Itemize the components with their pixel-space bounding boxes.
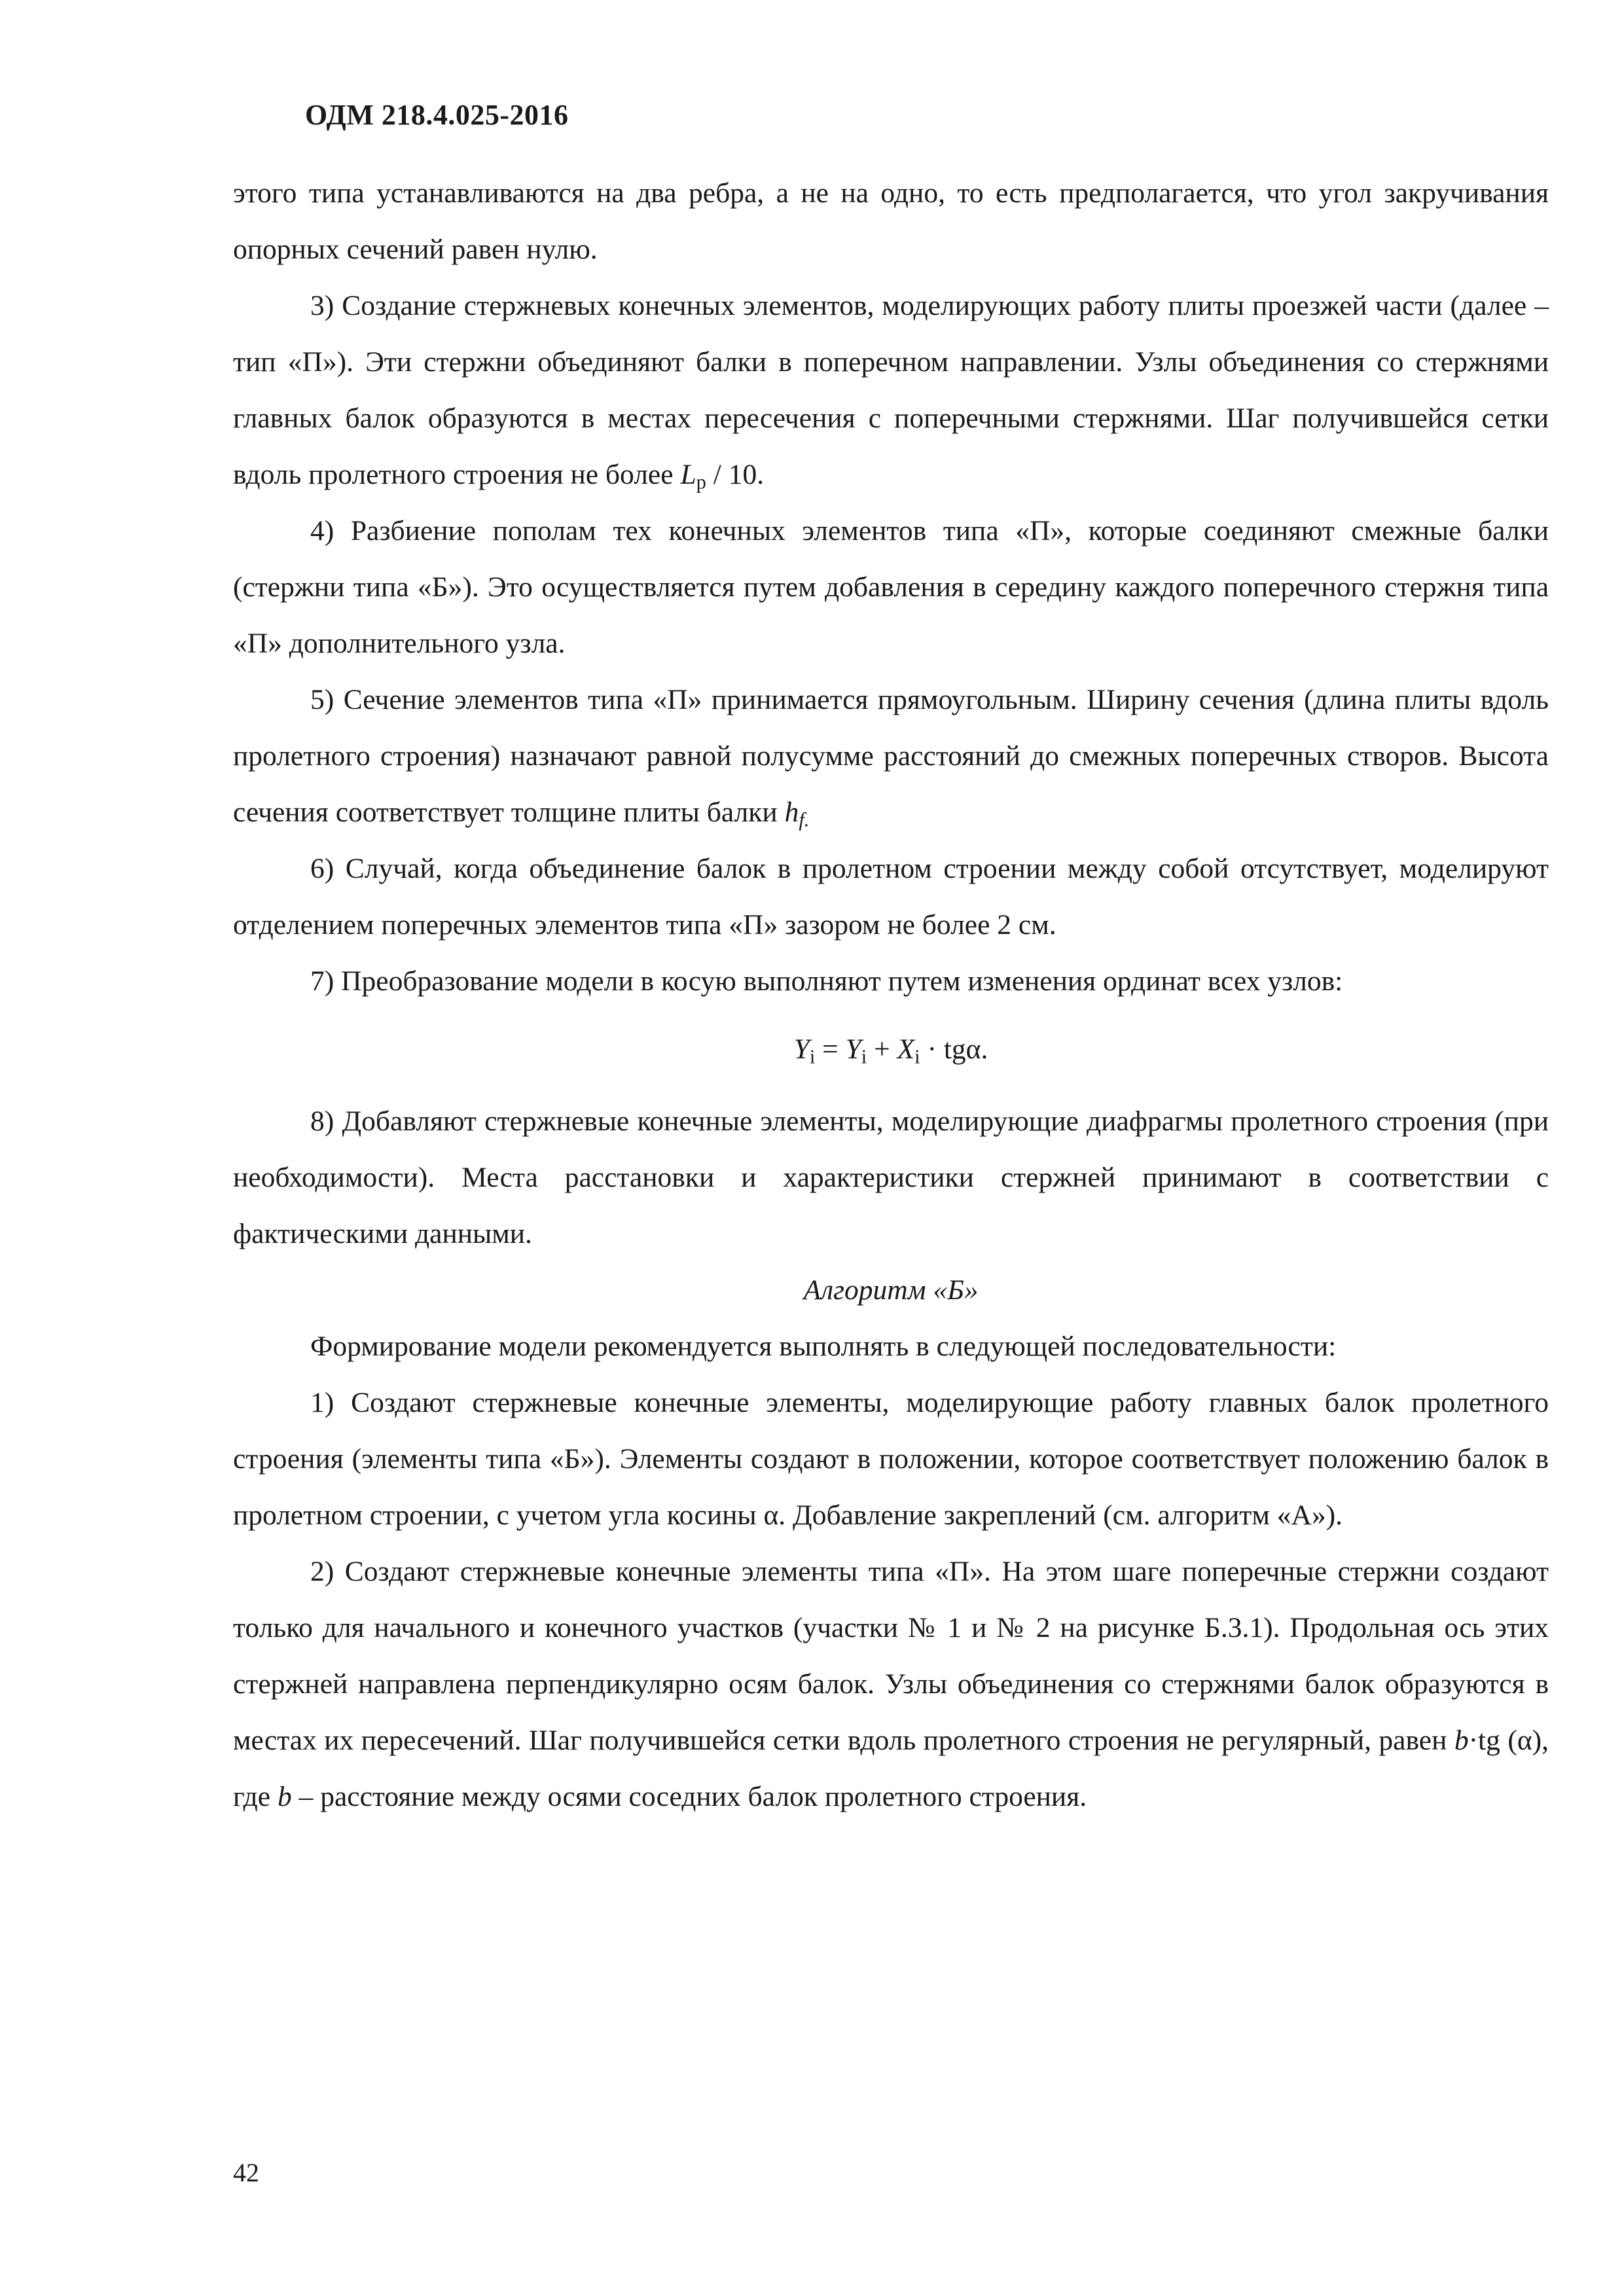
- paragraph-item-7: 7) Преобразование модели в косую выполняют путем изменения ординат всех узлов:: [310, 965, 1343, 997]
- paragraph-b-item-2-mid: ·tg (α), где: [233, 1725, 1549, 1812]
- formula-ordinate-transform: [233, 1009, 1549, 1093]
- document-body: [233, 165, 1549, 1825]
- formula-x: X: [897, 1033, 915, 1065]
- formula-x-sub: i: [914, 1045, 920, 1068]
- paragraph-item-3-text: 3) Создание стержневых конечных элементов, моделирующих работу плиты проезжей части (далее – тип «П»). Эти стержни объединяют балки в поперечном направлении. Узлы объединения со стержнями главных балок образуются в местах пересечения с поперечными стержнями. Шаг получившейся сетки вдоль пролетного строения не более: [233, 290, 1549, 490]
- subscript-p: р: [696, 471, 706, 493]
- paragraph-item-5-text: 5) Сечение элементов типа «П» принимается прямоугольным. Ширину сечения (длина плиты вдоль пролетного строения) назначают равной полусумме расстояний до смежных поперечных створов. Высота сечения соответствует толщине плиты балки: [233, 684, 1549, 828]
- page-number: 42: [233, 2158, 259, 2187]
- paragraph-b-item-2: [233, 1543, 1549, 1825]
- formula-equals: =: [815, 1033, 846, 1065]
- paragraph-continuation: этого типа устанавливаются на два ребра, а не на одно, то есть предполагается, что угол закручивания опорных сечений равен нулю.: [233, 177, 1549, 265]
- formula-y-right: Y: [845, 1033, 861, 1065]
- variable-h: h: [784, 797, 799, 828]
- paragraph-b-item-2-tail: – расстояние между осями соседних балок пролетного строения.: [291, 1781, 1087, 1812]
- paragraph-b-item-1: 1) Создают стержневые конечные элементы, моделирующие работу главных балок пролетного строения (элементы типа «Б»). Элементы создают в положении, которое соответствует положению балок в пролетном строении, с учетом угла косины α. Добавление закреплений (см. алгоритм «А»).: [233, 1387, 1549, 1531]
- paragraph-item-6: 6) Случай, когда объединение балок в пролетном строении между собой отсутствует, моделируют отделением поперечных элементов типа «П» зазором не более 2 см.: [233, 853, 1549, 941]
- paragraph-item-5: [233, 672, 1549, 840]
- formula-tail: · tgα.: [920, 1033, 988, 1065]
- subscript-f: f.: [799, 808, 810, 831]
- paragraph-item-8: 8) Добавляют стержневые конечные элементы, моделирующие диафрагмы пролетного строения (при необходимости). Места расстановки и характеристики стержней принимают в соответствии с фактическими данными.: [233, 1105, 1549, 1249]
- algorithm-b-heading: Алгоритм «Б»: [803, 1274, 979, 1306]
- document-code-header: ОДМ 218.4.025-2016: [305, 99, 569, 131]
- formula-y-left-sub: i: [809, 1045, 816, 1068]
- paragraph-item-3: [233, 278, 1549, 503]
- paragraph-b-item-2-text: 2) Создают стержневые конечные элементы типа «П». На этом шаге поперечные стержни создают только для начального и конечного участков (участки № 1 и № 2 на рисунке Б.3.1). Продольная ось этих стержней направлена перпендикулярно осям балок. Узлы объединения со стержнями балок образуются в местах их пересечений. Шаг получившейся сетки вдоль пролетного строения не регулярный, равен: [233, 1556, 1549, 1756]
- paragraph-intro: Формирование модели рекомендуется выполнять в следующей последовательности:: [310, 1331, 1337, 1362]
- formula-y-right-sub: i: [861, 1045, 867, 1068]
- formula-y-left: Y: [793, 1033, 810, 1065]
- variable-b-second: b: [278, 1781, 292, 1812]
- formula-plus: +: [867, 1033, 897, 1065]
- paragraph-item-4: 4) Разбиение пополам тех конечных элементов типа «П», которые соединяют смежные балки (стержни типа «Б»). Это осуществляется путем добавления в середину каждого поперечного стержня типа «П» дополнительного узла.: [233, 515, 1549, 659]
- variable-b: b: [1454, 1725, 1469, 1756]
- paragraph-item-3-tail: / 10.: [706, 459, 765, 490]
- variable-l: L: [680, 459, 696, 490]
